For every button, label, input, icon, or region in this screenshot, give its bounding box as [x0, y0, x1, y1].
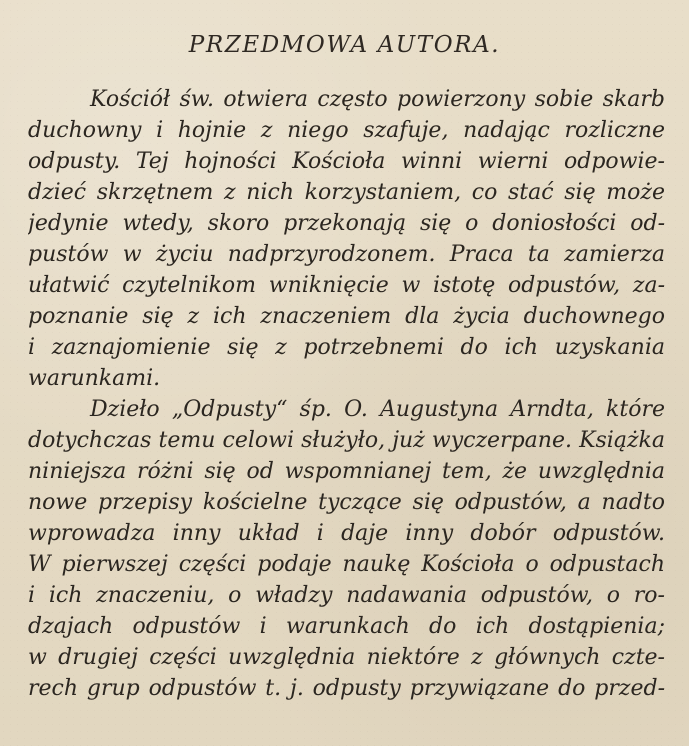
text-line: W pierwszej części podaje naukę Kościoła o odpustach [28, 552, 665, 577]
text-line: warunkami. [28, 366, 161, 391]
text-line: duchowny i hojnie z niego szafuje, nadając rozliczne [28, 118, 665, 143]
text-line: rech grup odpustów t. j. odpusty przywiązane do przed- [28, 676, 665, 701]
body-text [28, 84, 665, 704]
text-line: w drugiej części uwzględnia niektóre z głównych czte- [28, 645, 665, 670]
text-line: wprowadza inny układ i daje inny dobór odpustów. [28, 521, 665, 546]
text-line: ułatwić czytelnikom wniknięcie w istotę odpustów, za- [28, 273, 665, 298]
text-line: pustów w życiu nadprzyrodzonem. Praca ta zamierza [28, 242, 665, 267]
text-line: odpusty. Tej hojności Kościoła winni wierni odpowie- [28, 149, 665, 174]
text-line: jedynie wtedy, skoro przekonają się o doniosłości od- [28, 211, 665, 236]
text-line: dzajach odpustów i warunkach do ich dostąpienia; [28, 614, 665, 639]
text-line: niniejsza różni się od wspomnianej tem, że uwzględnia [28, 459, 665, 484]
text-line: dzieć skrzętnem z nich korzystaniem, co stać się może [28, 180, 665, 205]
text-line: i zaznajomienie się z potrzebnemi do ich uzyskania [28, 335, 665, 360]
text-line: i ich znaczeniu, o władzy nadawania odpustów, o ro- [28, 583, 665, 608]
text-line: Dzieło „Odpusty“ śp. O. Augustyna Arndta, które [90, 397, 665, 422]
text-line: Kościół św. otwiera często powierzony sobie skarb [90, 87, 665, 112]
text-line: dotychczas temu celowi służyło, już wyczerpane. Książka [28, 428, 665, 453]
page-title: PRZEDMOWA AUTORA. [188, 32, 501, 58]
text-line: nowe przepisy kościelne tyczące się odpustów, a nadto [28, 490, 665, 515]
text-line: poznanie się z ich znaczeniem dla życia duchownego [28, 304, 665, 329]
